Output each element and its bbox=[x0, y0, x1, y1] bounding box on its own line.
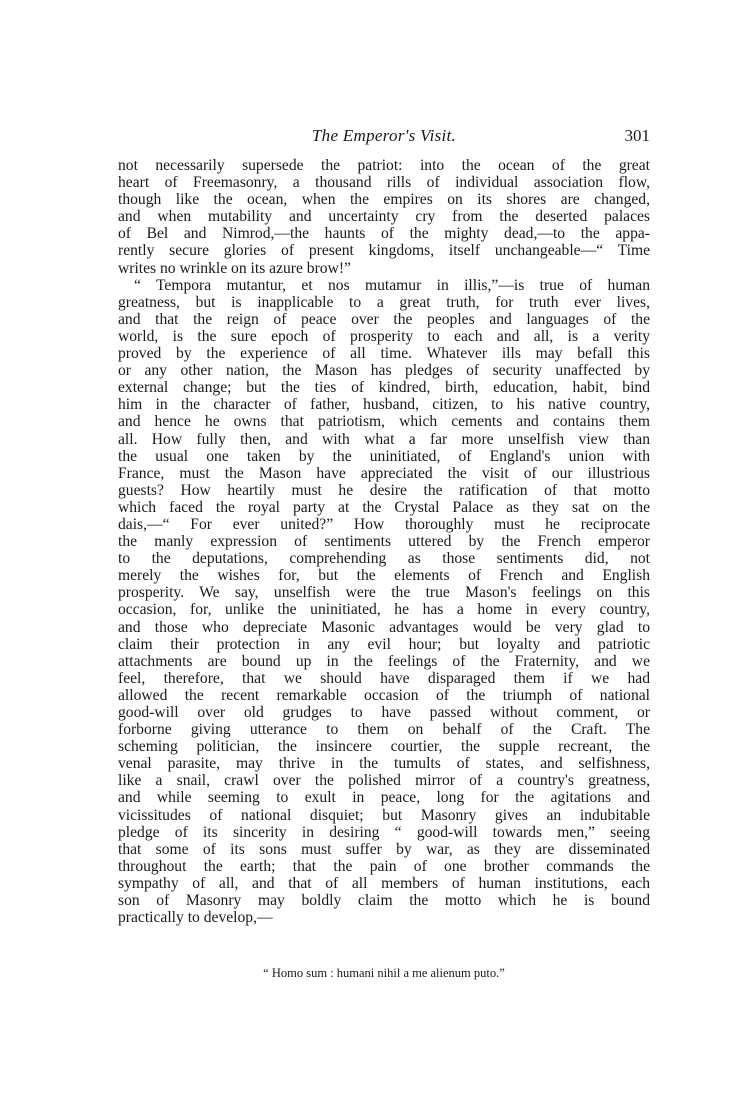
page-header bbox=[118, 126, 650, 150]
body-text bbox=[118, 157, 650, 926]
text-line: and hence he owns that patriotism, which cements and contains them bbox=[118, 413, 650, 431]
text-line: feel, therefore, that we should have disparaged them if we had bbox=[118, 669, 650, 687]
text-line: sympathy of all, and that of all members of human institutions, each bbox=[118, 874, 650, 892]
text-line: of Bel and Nimrod,—the haunts of the mighty dead,—to the appa- bbox=[118, 225, 650, 243]
text-line: prosperity. We say, unselfish were the true Mason's feelings on this bbox=[118, 584, 650, 602]
text-line: like a snail, crawl over the polished mirror of a country's greatness, bbox=[118, 772, 650, 790]
text-line: to the deputations, comprehending as those sentiments did, not bbox=[118, 550, 650, 568]
text-line: pledge of its sincerity in desiring “ good-will towards men,” seeing bbox=[118, 823, 650, 841]
text-line: and while seeming to exult in peace, long for the agitations and bbox=[118, 789, 650, 807]
latin-quotation: “ Homo sum : humani nihil a me alienum puto.” bbox=[263, 966, 505, 980]
text-line: dais,—“ For ever united?” How thoroughly must he reciprocate bbox=[118, 515, 650, 533]
text-line: though like the ocean, when the empires on its shores are changed, bbox=[118, 191, 650, 209]
text-line: that some of its sons must suffer by war, as they are disseminated bbox=[118, 840, 650, 858]
text-line: rently secure glories of present kingdoms, itself unchangeable—“ Time bbox=[118, 242, 650, 260]
text-line: vicissitudes of national disquiet; but Masonry gives an indubitable bbox=[118, 806, 650, 824]
text-line: not necessarily supersede the patriot: into the ocean of the great bbox=[118, 157, 650, 174]
text-line: the manly expression of sentiments uttered by the French emperor bbox=[118, 533, 650, 551]
running-title: The Emperor's Visit. bbox=[311, 126, 457, 145]
text-line: “ Tempora mutantur, et nos mutamur in illis,”—is true of human bbox=[134, 276, 650, 294]
text-line: attachments are bound up in the feelings of the Fraternity, and we bbox=[118, 652, 650, 670]
text-line: throughout the earth; that the pain of one brother commands the bbox=[118, 857, 650, 875]
text-line: guests? How heartily must he desire the ratification of that motto bbox=[118, 481, 650, 499]
text-line: him in the character of father, husband, citizen, to his native country, bbox=[118, 396, 650, 414]
text-line: practically to develop,— bbox=[118, 909, 273, 927]
text-line: claim their protection in any evil hour; but loyalty and patriotic bbox=[118, 635, 650, 653]
page-number: 301 bbox=[624, 126, 650, 145]
text-line: external change; but the ties of kindred, birth, education, habit, bind bbox=[118, 379, 650, 397]
text-line: writes no wrinkle on its azure brow!” bbox=[118, 259, 351, 277]
text-line: good-will over old grudges to have passed without comment, or bbox=[118, 704, 650, 721]
text-line: France, must the Mason have appreciated the visit of our illustrious bbox=[118, 464, 650, 482]
text-line: occasion, for, unlike the uninitiated, he has a home in every country, bbox=[118, 601, 650, 619]
text-line: proved by the experience of all time. Whatever ills may befall this bbox=[118, 345, 650, 363]
text-line: forborne giving utterance to them on behalf of the Craft. The bbox=[118, 721, 650, 739]
text-line: allowed the recent remarkable occasion of the triumph of national bbox=[118, 686, 650, 704]
text-line: and when mutability and uncertainty cry from the deserted palaces bbox=[118, 208, 650, 226]
text-line: all. How fully then, and with what a far more unselfish view than bbox=[118, 430, 650, 448]
text-line: world, is the sure epoch of prosperity to each and all, is a verity bbox=[118, 327, 650, 345]
text-line: merely the wishes for, but the elements of French and English bbox=[118, 567, 650, 585]
text-line: and that the reign of peace over the peoples and languages of the bbox=[118, 310, 650, 328]
text-line: the usual one taken by the uninitiated, of England's union with bbox=[118, 447, 650, 465]
text-line: heart of Freemasonry, a thousand rills of individual association flow, bbox=[118, 174, 650, 192]
text-line: venal parasite, may thrive in the tumults of states, and selfishness, bbox=[118, 755, 650, 773]
text-line: son of Masonry may boldly claim the motto which he is bound bbox=[118, 892, 650, 910]
text-line: which faced the royal party at the Crystal Palace as they sat on the bbox=[118, 498, 650, 516]
text-line: and those who depreciate Masonic advantages would be very glad to bbox=[118, 618, 650, 636]
text-line: greatness, but is inapplicable to a great truth, for truth ever lives, bbox=[118, 293, 650, 311]
text-line: or any other nation, the Mason has pledges of security unaffected by bbox=[118, 362, 650, 380]
text-line: scheming politician, the insincere courtier, the supple recreant, the bbox=[118, 738, 650, 756]
